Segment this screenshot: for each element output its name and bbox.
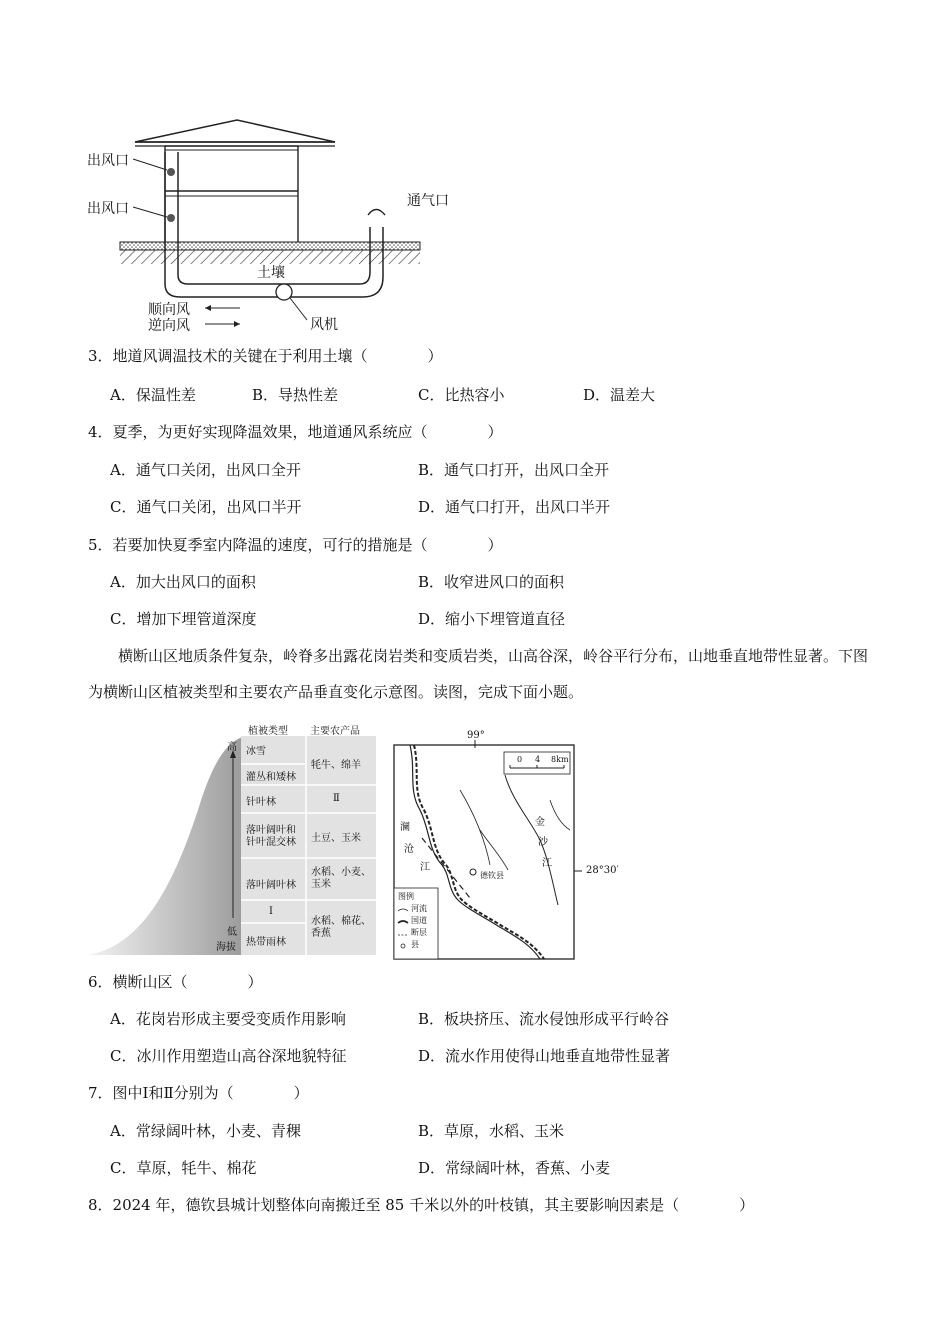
prod-potato-corn: 土豆、玉米 (311, 833, 361, 844)
q5-option-d[interactable]: D．缩小下埋管道直径 (418, 610, 566, 628)
zonation-header-prod: 主要农产品 (310, 726, 360, 737)
map-jinsha-1: 金 (535, 817, 545, 828)
prod-rice-cotton-banana: 水稻、棉花、香蕉 (311, 916, 371, 939)
q7-stem: 7．图中Ⅰ和Ⅱ分别为（ ） (88, 1084, 309, 1102)
q4-option-b[interactable]: B．通气口打开，出风口全开 (418, 461, 610, 479)
outlet-dot-2 (167, 214, 175, 222)
q7-option-d[interactable]: D．常绿阔叶林，香蕉、小麦 (418, 1159, 611, 1177)
label-upwind: 逆向风 (148, 318, 190, 334)
q3-option-d[interactable]: D．温差大 (583, 386, 656, 404)
q6-option-d[interactable]: D．流水作用使得山地垂直地带性显著 (418, 1047, 671, 1065)
map-jinsha-2: 沙 (538, 837, 548, 848)
prod-roman-2: Ⅱ (333, 793, 340, 804)
zonation-header-veg: 植被类型 (248, 726, 288, 737)
label-downwind: 顺向风 (148, 302, 190, 318)
label-fan: 风机 (310, 317, 338, 333)
q7-option-a[interactable]: A．常绿阔叶林，小麦、青稞 (110, 1122, 301, 1140)
q3-stem: 3．地道风调温技术的关键在于利用土壤（ ） (88, 347, 443, 365)
map-longitude: 99° (467, 730, 485, 741)
veg-rainforest: 热带雨林 (246, 937, 286, 948)
map-legend-fault: 断层 (411, 928, 427, 937)
label-vent: 通气口 (407, 193, 449, 209)
veg-shrub: 灌丛和矮林 (246, 772, 296, 783)
outlet-dot-1 (167, 168, 175, 176)
label-outlet-2: 出风口 (87, 201, 129, 217)
q6-option-b[interactable]: B．板块挤压、流水侵蚀形成平行岭谷 (418, 1010, 670, 1028)
map-jinsha-3: 江 (542, 858, 552, 869)
county-dot (470, 869, 476, 875)
veg-mixed: 落叶阔叶和针叶混交林 (246, 825, 296, 848)
map-lancang-2: 沧 (404, 844, 414, 855)
map-legend-title: 图例 (398, 892, 414, 901)
q3-option-b[interactable]: B．导热性差 (252, 386, 339, 404)
zonation-axis-high: 高 (227, 742, 237, 753)
map-lancang-1: 澜 (400, 822, 410, 833)
q8-stem: 8．2024 年，德钦县城计划整体向南搬迁至 85 千米以外的叶枝镇，其主要影响因素是（ ） (88, 1196, 755, 1214)
zonation-axis-altitude: 海拔 (216, 942, 236, 953)
q7-option-c[interactable]: C．草原，牦牛、棉花 (110, 1159, 257, 1177)
q7-option-b[interactable]: B．草原，水稻、玉米 (418, 1122, 565, 1140)
q3-option-c[interactable]: C．比热容小 (418, 386, 505, 404)
map-legend-county: 县 (411, 940, 419, 949)
prod-rice-wheat-corn: 水稻、小麦、玉米 (311, 867, 371, 890)
figure-vertical-zonation (88, 720, 378, 960)
vent-cap (368, 210, 385, 216)
house-roof (135, 120, 335, 142)
map-legend-river: 河流 (411, 904, 427, 913)
q6-stem: 6．横断山区（ ） (88, 973, 263, 991)
zonation-axis-low: 低 (227, 927, 237, 938)
q6-option-a[interactable]: A．花岗岩形成主要受变质作用影响 (110, 1010, 346, 1028)
q4-option-c[interactable]: C．通气口关闭，出风口半开 (110, 498, 302, 516)
q4-stem: 4．夏季，为更好实现降温效果，地道通风系统应（ ） (88, 423, 503, 441)
map-latitude: 28°30′ (586, 865, 619, 876)
fan-symbol (276, 284, 292, 300)
veg-conifer: 针叶林 (246, 797, 276, 808)
map-scale-4: 4 (535, 755, 541, 764)
tunnel-diagram (85, 112, 465, 337)
q5-stem: 5．若要加快夏季室内降温的速度，可行的措施是（ ） (88, 536, 503, 554)
veg-roman-1: Ⅰ (269, 906, 273, 917)
q5-option-a[interactable]: A．加大出风口的面积 (110, 573, 256, 591)
map-county-label: 德钦县 (480, 871, 504, 880)
figure-map (390, 730, 640, 962)
passage-text: 横断山区地质条件复杂，岭脊多出露花岗岩类和变质岩类，山高谷深，岭谷平行分布，山地垂直地带性显著。下图为横断山区植被类型和主要农产品垂直变化示意图。读图，完成下面小题。 (88, 647, 869, 701)
house-walls (165, 146, 298, 244)
figure-tunnel-ventilation (85, 112, 465, 337)
map-drawing (390, 730, 640, 962)
map-legend-road: 国道 (411, 916, 427, 925)
label-outlet-1: 出风口 (87, 153, 129, 169)
q5-option-b[interactable]: B．收窄进风口的面积 (418, 573, 565, 591)
q6-option-c[interactable]: C．冰川作用塑造山高谷深地貌特征 (110, 1047, 347, 1065)
q3-option-a[interactable]: A．保温性差 (110, 386, 196, 404)
q4-option-d[interactable]: D．通气口打开，出风口半开 (418, 498, 611, 516)
veg-ice-snow: 冰雪 (246, 746, 266, 757)
map-lancang-3: 江 (420, 862, 430, 873)
q5-option-c[interactable]: C．增加下埋管道深度 (110, 610, 257, 628)
map-scale-8: 8km (551, 755, 569, 764)
veg-deciduous: 落叶阔叶林 (246, 880, 296, 891)
map-scale-0: 0 (517, 755, 523, 764)
prod-yak-sheep: 牦牛、绵羊 (311, 760, 361, 771)
label-soil: 土壤 (257, 265, 285, 281)
q4-option-a[interactable]: A．通气口关闭，出风口全开 (110, 461, 301, 479)
